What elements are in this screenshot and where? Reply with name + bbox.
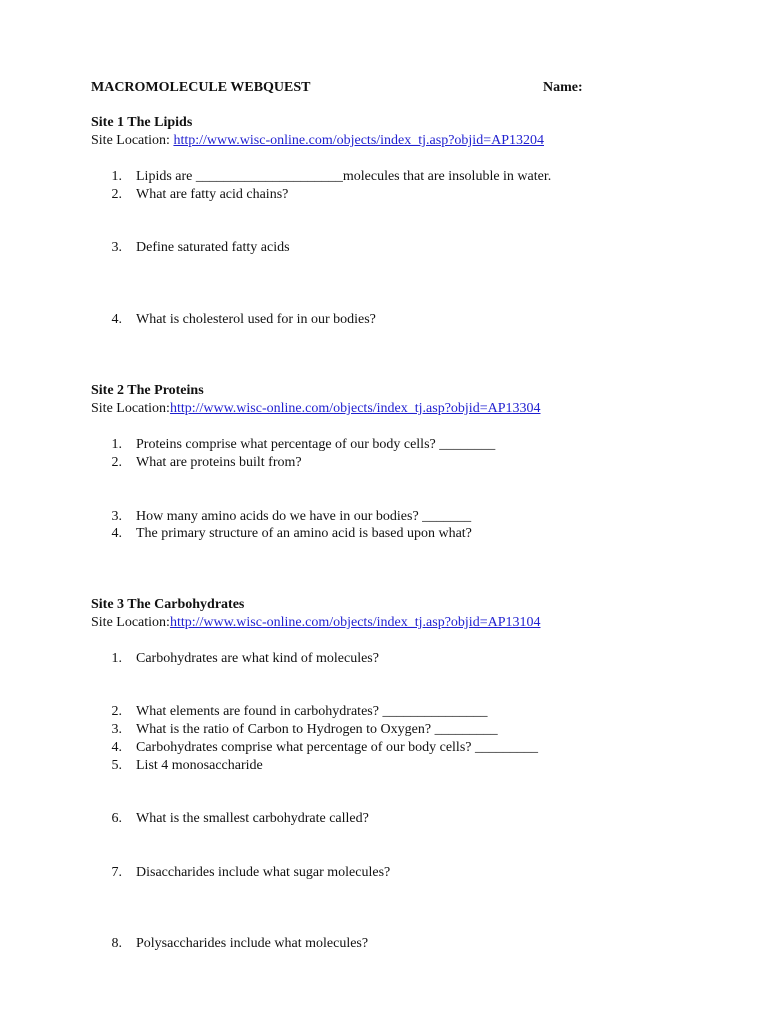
site1-location-label: Site Location:: [91, 133, 174, 148]
q-number: 3.: [111, 509, 122, 524]
q-number: 7.: [111, 865, 122, 880]
site2-location: [91, 401, 541, 417]
question-text: What is cholesterol used for in our bodies?: [136, 312, 376, 327]
q-number: 5.: [111, 758, 122, 773]
question-text: Lipids are _____________________molecules that are insoluble in water.: [136, 169, 552, 184]
q-number: 3.: [111, 240, 122, 255]
name-label: Name:: [543, 80, 583, 95]
question-text: The primary structure of an amino acid is based upon what?: [136, 526, 472, 541]
question-text: What are proteins built from?: [136, 455, 302, 470]
q-number: 4.: [111, 312, 122, 327]
site3-heading: Site 3 The Carbohydrates: [91, 597, 245, 612]
q-number: 2.: [111, 704, 122, 719]
q-number: 2.: [111, 187, 122, 202]
question-text: What are fatty acid chains?: [136, 187, 289, 202]
q-number: 1.: [111, 169, 122, 184]
page-title: MACROMOLECULE WEBQUEST: [91, 80, 311, 95]
site2-link[interactable]: http://www.wisc-online.com/objects/index_tj.asp?objid=AP13304: [169, 401, 541, 416]
q-number: 2.: [111, 455, 122, 470]
site1-heading: Site 1 The Lipids: [91, 115, 193, 130]
q-number: 3.: [111, 722, 122, 737]
q-number: 6.: [111, 811, 122, 826]
site3-location-label: Site Location:: [91, 615, 170, 630]
question-text: What elements are found in carbohydrates? _______________: [136, 704, 488, 719]
question-text: List 4 monosaccharide: [136, 758, 263, 773]
q-number: 1.: [111, 437, 122, 452]
question-text: Polysaccharides include what molecules?: [136, 936, 369, 951]
q-number: 1.: [111, 651, 122, 666]
question-text: Disaccharides include what sugar molecules?: [136, 865, 391, 880]
site1-location: [91, 133, 544, 149]
q-number: 8.: [111, 936, 122, 951]
question-text: What is the ratio of Carbon to Hydrogen to Oxygen? _________: [136, 722, 498, 737]
question-text: Carbohydrates are what kind of molecules?: [136, 651, 379, 666]
question-text: Carbohydrates comprise what percentage of our body cells? _________: [136, 740, 538, 755]
q-number: 4.: [111, 526, 122, 541]
site3-location: [91, 615, 541, 631]
site2-heading: Site 2 The Proteins: [91, 383, 204, 398]
question-text: How many amino acids do we have in our bodies? _______: [136, 509, 472, 524]
question-text: Define saturated fatty acids: [136, 240, 290, 255]
site1-link[interactable]: http://www.wisc-online.com/objects/index_tj.asp?objid=AP13204: [173, 133, 544, 148]
q-number: 4.: [111, 740, 122, 755]
question-text: What is the smallest carbohydrate called?: [136, 811, 369, 826]
site3-link[interactable]: http://www.wisc-online.com/objects/index_tj.asp?objid=AP13104: [169, 615, 541, 630]
question-text: Proteins comprise what percentage of our body cells? ________: [136, 437, 496, 452]
site2-location-label: Site Location:: [91, 401, 170, 416]
